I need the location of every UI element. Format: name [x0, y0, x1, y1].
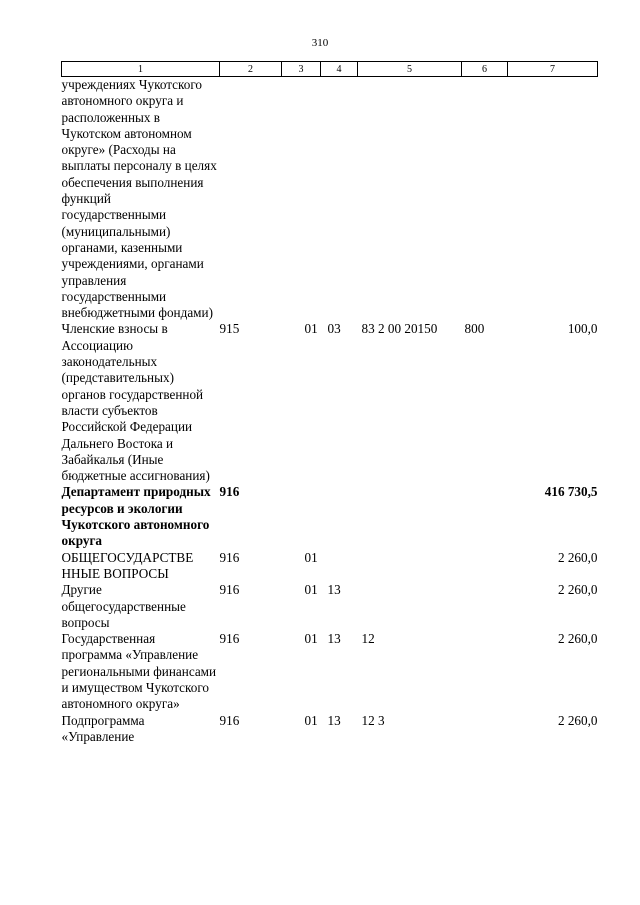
row-grbs-cell: 916 [219, 484, 240, 500]
row-subsection-cell [321, 484, 358, 549]
row-target-article-cell: 12 3 [361, 712, 385, 728]
table-row [62, 321, 598, 484]
header-col-6: 6 [462, 62, 508, 77]
row-target-article-cell [358, 77, 462, 322]
table-row [62, 713, 598, 746]
row-subsection-cell: 13 [327, 712, 341, 728]
header-col-5: 5 [358, 62, 462, 77]
row-expense-type-cell [462, 550, 508, 583]
row-name-cell: Подпрограмма «Управление [61, 712, 145, 744]
row-target-article-cell [358, 550, 462, 583]
table-row [62, 77, 598, 322]
row-target-article-cell [358, 582, 462, 631]
row-amount-cell: 2 260,0 [557, 582, 598, 598]
row-grbs-cell: 916 [219, 582, 240, 598]
row-expense-type-cell [462, 484, 508, 549]
row-expense-type-cell: 800 [464, 321, 485, 337]
header-col-4: 4 [321, 62, 358, 77]
row-name-cell: учреждениях Чукотского автономного округа и расположенных в Чукотском автономном округе» (Расходы на выплаты персоналу в целях обеспечения выполнения функций государственными (муниципальными) органами, казенными учреждениями, органами управления государственными внебюджетными фондами) [61, 77, 217, 321]
table-row [62, 484, 598, 549]
row-target-article-cell [358, 484, 462, 549]
budget-table [61, 61, 598, 745]
row-name-cell: Членские взносы в Ассоциацию законодательных (представительных) органов государственной власти субъектов Российской Федерации Дальнего Востока и Забайкалья (Иные бюджетные ассигнования) [61, 321, 210, 484]
table-body [62, 77, 598, 746]
row-name-cell: Государственная программа «Управление региональными финансами и имуществом Чукотского автономного округа» [61, 631, 217, 712]
row-target-article-cell: 83 2 00 20150 [361, 321, 438, 337]
header-col-3: 3 [282, 62, 321, 77]
header-col-2: 2 [220, 62, 282, 77]
row-amount-cell: 2 260,0 [557, 549, 598, 565]
row-subsection-cell: 13 [327, 582, 341, 598]
row-name-cell: Департамент природных ресурсов и экологии Чукотского автономного округа [61, 484, 211, 549]
row-name-cell: ОБЩЕГОСУДАРСТВЕ ННЫЕ ВОПРОСЫ [61, 549, 194, 581]
row-name-cell: Другие общегосударственные вопросы [61, 582, 186, 630]
row-amount-cell: 416 730,5 [544, 484, 598, 500]
row-amount-cell: 100,0 [567, 321, 598, 337]
row-subsection-cell: 03 [327, 321, 341, 337]
row-expense-type-cell [462, 582, 508, 631]
row-subsection-cell [321, 77, 358, 322]
header-col-7: 7 [508, 62, 598, 77]
row-amount-cell: 2 260,0 [557, 631, 598, 647]
row-amount-cell: 2 260,0 [557, 712, 598, 728]
row-grbs-cell: 915 [219, 321, 240, 337]
row-grbs-cell [220, 77, 282, 322]
row-section-cell: 01 [304, 582, 318, 598]
row-section-cell: 01 [304, 712, 318, 728]
row-expense-type-cell [462, 631, 508, 712]
row-target-article-cell: 12 [361, 631, 375, 647]
row-grbs-cell: 916 [219, 712, 240, 728]
row-grbs-cell: 916 [219, 631, 240, 647]
table-row [62, 582, 598, 631]
table-row [62, 631, 598, 712]
row-subsection-cell [321, 550, 358, 583]
row-section-cell: 01 [304, 549, 318, 565]
table-row [62, 550, 598, 583]
page-number: 310 [311, 37, 329, 49]
header-row [62, 62, 598, 77]
row-section-cell: 01 [304, 631, 318, 647]
row-grbs-cell: 916 [219, 549, 240, 565]
row-amount-cell [508, 77, 598, 322]
row-section-cell [282, 484, 321, 549]
row-subsection-cell: 13 [327, 631, 341, 647]
row-expense-type-cell [462, 77, 508, 322]
row-expense-type-cell [462, 713, 508, 746]
header-col-1: 1 [62, 62, 220, 77]
row-section-cell: 01 [304, 321, 318, 337]
row-section-cell [282, 77, 321, 322]
